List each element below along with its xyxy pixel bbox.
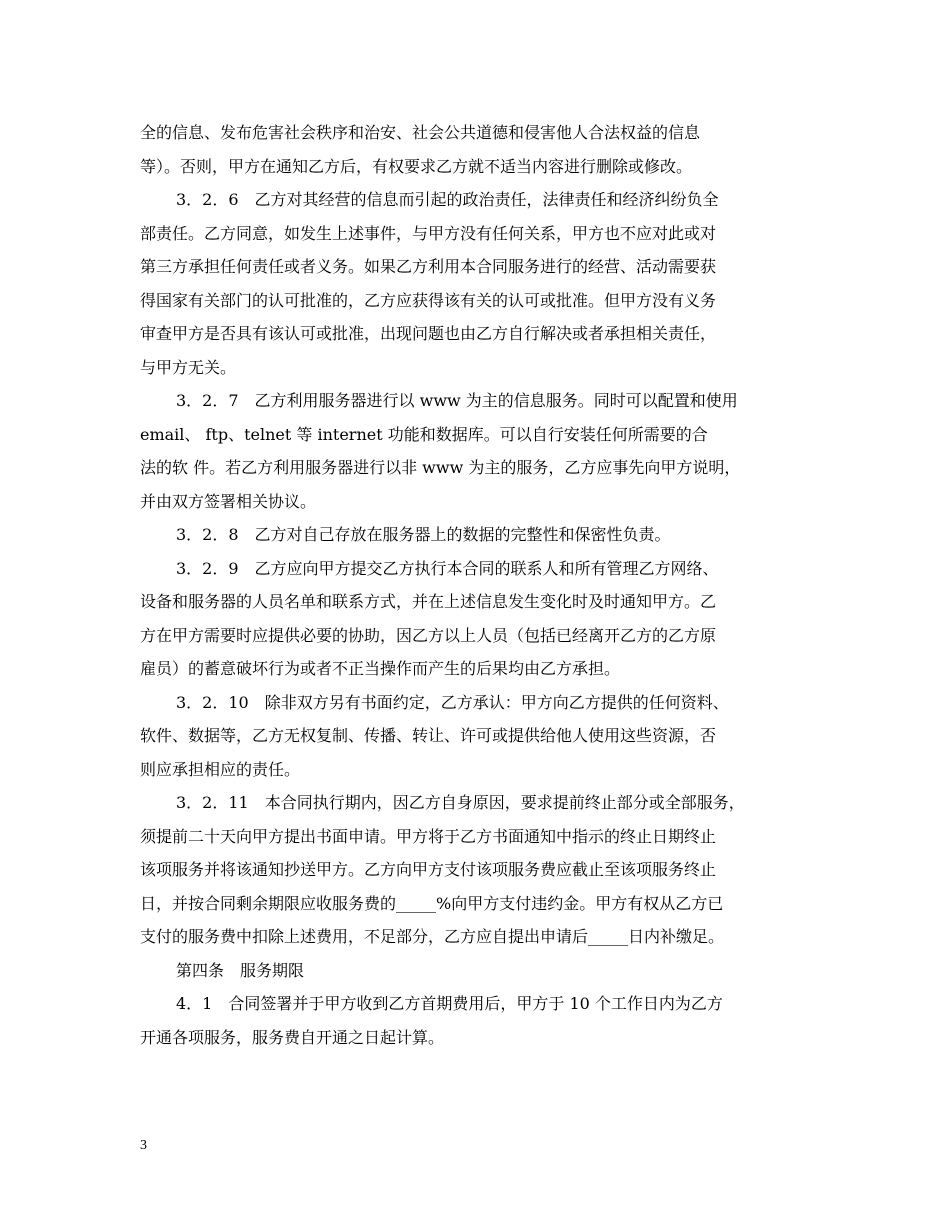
text-line: 第四条 服务期限 — [176, 960, 305, 980]
page-number: 3 — [140, 1138, 147, 1153]
text-line: 4．1 合同签署并于甲方收到乙方首期费用后，甲方于 10 个工作日内为乙方 — [176, 994, 723, 1013]
text-line: 支付的服务费中扣除上述费用，不足部分，乙方应自提出申请后_____日内补缴足。 — [140, 927, 725, 946]
text-line: 第三方承担任何责任或者义务。如果乙方利用本合同服务进行的经营、活动需要获 — [140, 257, 717, 276]
document-body — [140, 118, 812, 1056]
text-line: 开通各项服务，服务费自开通之日起计算。 — [140, 1027, 445, 1047]
text-line: 3．2．8 乙方对自己存放在服务器上的数据的完整性和保密性负责。 — [176, 525, 671, 544]
text-line: 该项服务并将该通知抄送甲方。乙方向甲方支付该项服务费应截止至该项服务终止 — [140, 860, 717, 879]
text-line: 全的信息、发布危害社会秩序和治安、社会公共道德和侵害他人合法权益的信息 — [140, 123, 701, 142]
text-line: 须提前二十天向甲方提出书面申请。甲方将于乙方书面通知中指示的终止日期终止 — [140, 826, 717, 846]
text-line: 部责任。乙方同意，如发生上述事件，与甲方没有任何关系，甲方也不应对此或对 — [140, 223, 717, 243]
text-line: 与甲方无关。 — [140, 357, 237, 377]
text-line: 3．2．9 乙方应向甲方提交乙方执行本合同的联系人和所有管理乙方网络、 — [176, 558, 719, 578]
text-line: 法的软 件。若乙方利用服务器进行以非 www 为主的服务，乙方应事先向甲方说明， — [140, 458, 741, 477]
text-line: 审查甲方是否具有该认可或批准，出现问题也由乙方自行解决或者承担相关责任， — [140, 324, 717, 343]
text-line: 则应承担相应的责任。 — [140, 759, 301, 779]
text-line: 并由双方签署相关协议。 — [140, 491, 317, 511]
text-line: 软件、数据等，乙方无权复制、传播、转让、许可或提供给他人使用这些资源，否 — [140, 726, 717, 745]
text-line: 等）。否则，甲方在通知乙方后，有权要求乙方就不适当内容进行删除或修改。 — [140, 156, 693, 176]
text-line: 3．2．6 乙方对其经营的信息而引起的政治责任，法律责任和经济纠纷负全 — [176, 190, 719, 209]
text-line: 方在甲方需要时应提供必要的协助，因乙方以上人员（包括已经离开乙方的乙方原 — [140, 625, 717, 645]
text-line: 3．2．7 乙方利用服务器进行以 www 为主的信息服务。同时可以配置和使用 — [176, 391, 738, 410]
text-line: 日，并按合同剩余期限应收服务费的_____%向甲方支付违约金。甲方有权从乙方已 — [140, 893, 724, 913]
text-line: 设备和服务器的人员名单和联系方式，并在上述信息发生变化时及时通知甲方。乙 — [140, 592, 717, 611]
text-line: 3．2．11 本合同执行期内，因乙方自身原因，要求提前终止部分或全部服务， — [176, 793, 745, 812]
text-line: email、 ftp、telnet 等 internet 功能和数据库。可以自行安装任何所需要的合 — [140, 424, 708, 444]
text-line: 得国家有关部门的认可批准的，乙方应获得该有关的认可或批准。但甲方没有义务 — [140, 290, 717, 310]
text-line: 雇员）的蓄意破坏行为或者不正当操作而产生的后果均由乙方承担。 — [140, 659, 621, 678]
text-line: 3．2．10 除非双方另有书面约定，乙方承认：甲方向乙方提供的任何资料、 — [176, 692, 729, 712]
